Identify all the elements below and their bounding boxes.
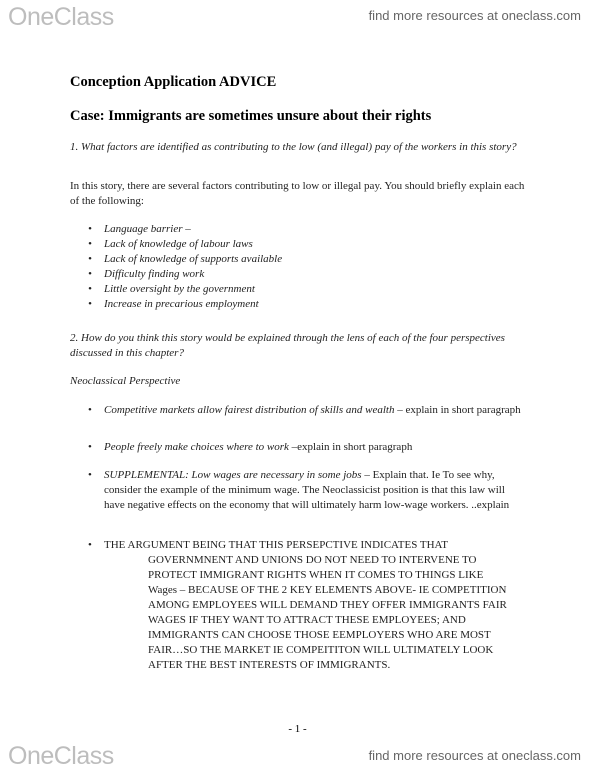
list-item: • Increase in precarious employment xyxy=(88,297,528,312)
logo-text: OneClass xyxy=(8,742,114,770)
point-italic: People freely make choices where to work xyxy=(104,441,289,453)
list-item xyxy=(88,440,528,455)
argument-line: Wages – BECAUSE OF THE 2 KEY ELEMENTS ABOVE- IE COMPETITION xyxy=(148,584,507,596)
point-italic: Competitive markets allow fairest distribution of skills and wealth xyxy=(104,404,395,416)
argument-line: IMMIGRANTS CAN CHOOSE THOSE EEMPLOYERS WHO ARE MOST xyxy=(148,629,491,641)
page-footer xyxy=(0,740,595,770)
intro-paragraph: In this story, there are several factors contributing to low or illegal pay. You should briefly explain each of the following: xyxy=(70,180,525,207)
argument-block xyxy=(88,538,528,673)
list-item xyxy=(88,403,528,418)
logo-text: OneClass xyxy=(8,3,114,31)
list-item: • Language barrier – xyxy=(88,222,528,237)
point-text: – explain in short paragraph xyxy=(394,404,521,416)
question-1: 1. What factors are identified as contributing to the low (and illegal) pay of the workers in this story? xyxy=(70,141,517,153)
oneclass-logo[interactable] xyxy=(8,742,114,771)
list-item xyxy=(88,468,528,513)
argument-line: AMONG EMPLOYEES WILL DEMAND THEY OFFER IMMIGRANTS FAIR xyxy=(148,599,507,611)
point-text: – Explain that. Ie To see why, consider the example of the minimum wage. The Neoclassicist position is that this law will have negative effects on the economy that will ultimately harm low-wage workers. ..explain xyxy=(104,469,510,511)
list-item: • Difficulty finding work xyxy=(88,267,528,282)
perspective-heading: Neoclassical Perspective xyxy=(70,375,181,387)
list-item: • Lack of knowledge of labour laws xyxy=(88,237,528,252)
point-text: –explain in short paragraph xyxy=(288,441,413,453)
point-italic: SUPPLEMENTAL: Low wages are necessary in some jobs xyxy=(104,469,362,481)
perspective-points xyxy=(88,440,528,455)
argument-line: THE ARGUMENT BEING THAT THIS PERSEPCTIVE INDICATES THAT xyxy=(104,539,448,551)
argument-line: FAIR…SO THE MARKET IE COMPEITITON WILL ULTIMATELY LOOK xyxy=(148,644,494,656)
factors-list xyxy=(88,222,528,312)
perspective-points xyxy=(88,403,528,418)
page-header xyxy=(0,0,595,34)
argument-line: WAGES IF THEY WANT TO ATTRACT THESE EMPLOYEES; AND xyxy=(148,614,466,626)
document-title: Conception Application ADVICE xyxy=(70,74,277,90)
page-number: - 1 - xyxy=(288,723,307,735)
argument-line: AFTER THE BEST INTERESTS OF IMMIGRANTS. xyxy=(148,659,391,671)
argument-line: GOVERNMNENT AND UNIONS DO NOT NEED TO INTERVENE TO xyxy=(148,554,477,566)
resources-link[interactable]: find more resources at oneclass.com xyxy=(368,8,581,23)
oneclass-logo[interactable] xyxy=(8,3,114,32)
bullet: • xyxy=(88,539,92,551)
list-item: • Little oversight by the government xyxy=(88,282,528,297)
argument-line: PROTECT IMMIGRANT RIGHTS WHEN IT COMES TO THINGS LIKE xyxy=(148,569,484,581)
resources-link[interactable]: find more resources at oneclass.com xyxy=(368,748,581,763)
case-heading: Case: Immigrants are sometimes unsure about their rights xyxy=(70,108,432,124)
list-item: • Lack of knowledge of supports available xyxy=(88,252,528,267)
perspective-points xyxy=(88,468,528,513)
question-2: 2. How do you think this story would be explained through the lens of each of the four perspectives discussed in this chapter? xyxy=(70,332,505,359)
